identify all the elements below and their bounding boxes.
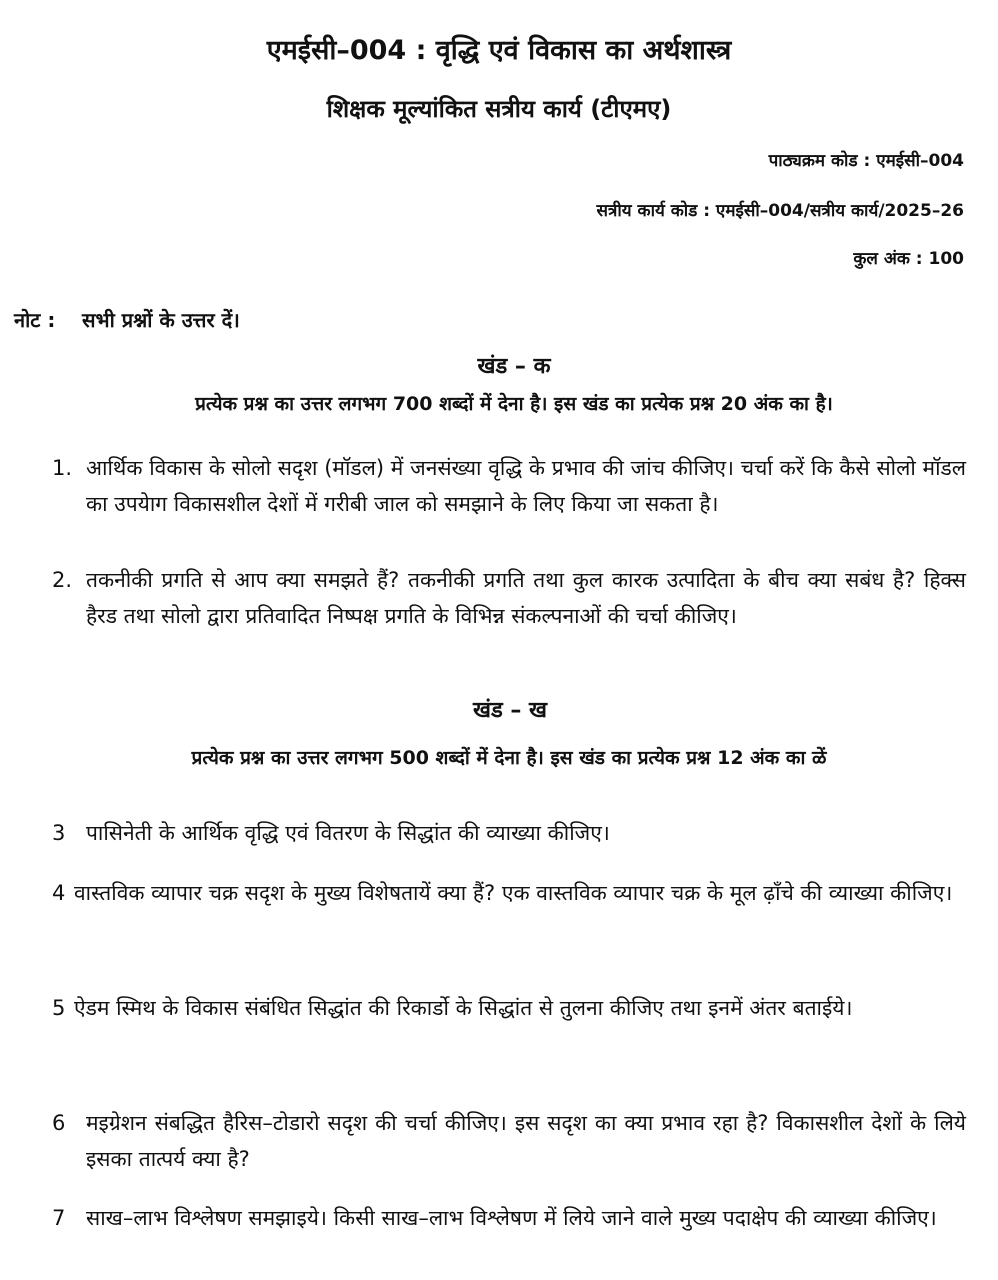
total-marks: कुल अंक : 100 [853,249,964,269]
question-2 [52,562,966,634]
question-1 [52,450,966,522]
question-4 [52,875,966,911]
page-title: एमईसी–004 : वृद्धि एवं विकास का अर्थशास्त्र [266,35,732,66]
question-text: आर्थिक विकास के सोलो सदृश (मॉडल) में जनसंख्या वृद्धि के प्रभाव की जांच कीजिए। चर्चा करें कि कैसे सोलो मॉडल का उपयेाग विकासशील देशों में गरीबी जाल को समझाने के लिए किया जा सकता है। [86,456,966,516]
question-text: वास्तविक व्यापार चक्र सदृश के मुख्य विशेषतायें क्या हैं? एक वास्तविक व्यापार चक्र के मूल ढ़ाँचे की व्याख्या कीजिए। [74,881,953,905]
question-text: तकनीकी प्रगति से आप क्या समझते हैं? तकनीकी प्रगति तथा कुल कारक उत्पादिता के बीच क्या सबंध है? हिक्स हैरड तथा सोलो द्वारा प्रतिवादित निष्पक्ष प्रगति के विभिन्न संकल्पनाओं की चर्चा कीजिए। [86,568,966,628]
question-text: पासिनेती के आर्थिक वृद्धि एवं वितरण के सिद्धांत की व्याख्या कीजिए। [86,821,610,845]
question-5 [52,990,966,1026]
note-label: नोट : [14,308,56,332]
question-number: 6 [52,1111,66,1135]
section-a-instruction: प्रत्येक प्रश्न का उत्तर लगभग 700 शब्दों में देना है। इस खंड का प्रत्येक प्रश्न 20 अंक का है। [195,393,833,415]
question-number: 5 [52,996,66,1020]
question-number: 2. [52,568,73,592]
note [14,306,240,333]
question-text: साख–लाभ विश्लेषण समझाइये। किसी साख–लाभ विश्लेषण में लिये जाने वाले मुख्य पदाक्षेप की व्याख्या कीजिए। [86,1206,937,1230]
note-text: सभी प्रश्नों के उत्तर दें। [82,308,240,332]
question-text: मइग्रेशन संबद्धित हैरिस–टोडारो सदृश की चर्चा कीजिए। इस सदृश का क्या प्रभाव रहा है? विकासशील देशों के लिये इसका तात्पर्य क्या है? [86,1111,966,1171]
section-a-heading: खंड – क [477,354,551,379]
section-b-instruction: प्रत्येक प्रश्न का उत्तर लगभग 500 शब्दों में देना है। इस खंड का प्रत्येक प्रश्न 12 अंक का ळें [191,747,827,769]
question-6 [52,1105,966,1177]
section-b-heading: खंड – ख [472,698,548,723]
assignment-code: सत्रीय कार्य कोड : एमईसी–004/सत्रीय कार्य/2025–26 [596,201,964,221]
question-number: 1. [52,456,73,480]
question-3 [52,815,966,851]
question-number: 4 [52,881,66,905]
question-text: ऐडम स्मिथ के विकास संबंधित सिद्धांत की रिकार्डो के सिद्धांत से तुलना कीजिए तथा इनमें अंतर बताईये। [74,996,853,1020]
question-number: 3 [52,821,66,845]
page-subtitle: शिक्षक मूल्यांकित सत्रीय कार्य (टीएमए) [326,95,672,123]
question-number: 7 [52,1206,66,1230]
course-code: पाठ्यक्रम कोड : एमईसी–004 [768,151,964,171]
question-7 [52,1200,966,1236]
